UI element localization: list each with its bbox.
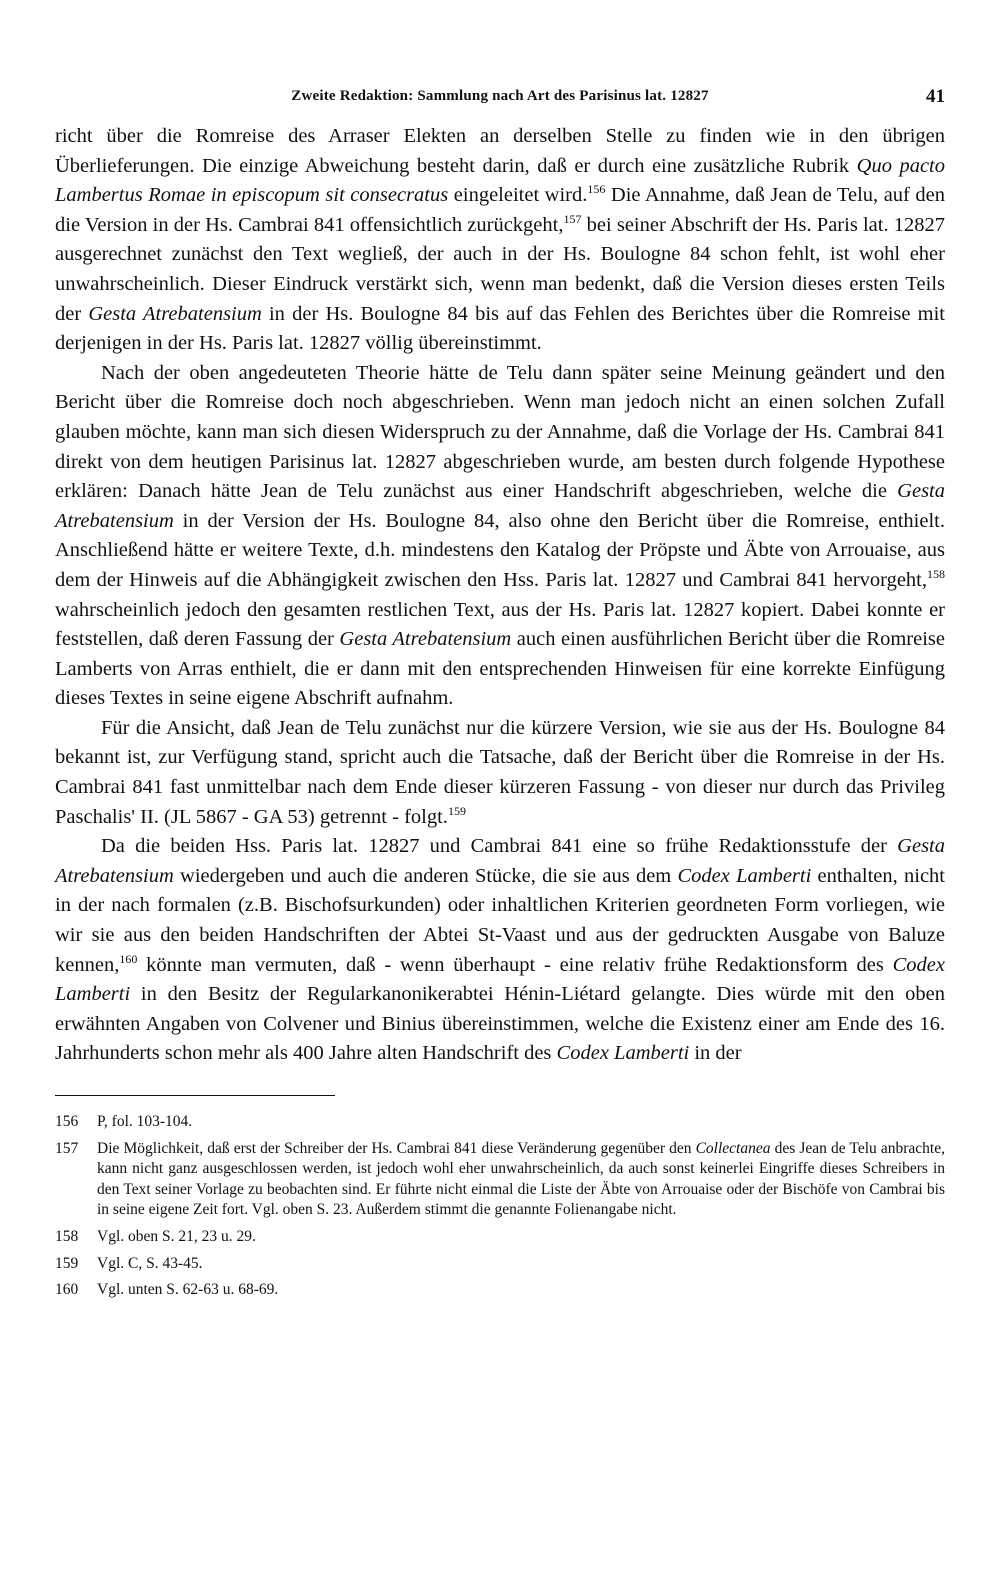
text-run: P, fol. 103-104. [97,1113,193,1130]
footnote [55,1280,945,1301]
text-run: in den Besitz der Regularkanonikerabtei Hénin-Liétard gelangte. Dies würde mit den oben erwähnten Angaben von Colvener und Binius übereinstimmen, welche die Existenz einer am Ende des 16. Jahrhunderts schon mehr als 400 Jahre alten Handschrift des [55,983,945,1065]
page-number: 41 [926,86,945,107]
paragraph [55,122,945,359]
text-run: Für die Ansicht, daß Jean de Telu zunächst nur die kürzere Version, wie sie aus der Hs. Boulogne 84 bekannt ist, zur Verfügung stand, spricht auch die Tatsache, daß der Bericht über die Romreise in der Hs. Cambrai 841 fast unmittelbar nach dem Ende dieser kürzeren Fassung - von dieser nur durch das Privileg Paschalis' II. (JL 5867 - GA 53) getrennt - folgt. [55,716,945,828]
text-run: richt über die Romreise des Arraser Elekten an derselben Stelle zu finden wie in den übrigen Überlieferungen. Die einzige Abweichung besteht darin, daß er durch eine zusätzliche Rubrik [55,125,945,177]
document-page [55,88,945,1307]
footnote-number: 157 [55,1139,79,1157]
text-run: Da die beiden Hss. Paris lat. 12827 und Cambrai 841 eine so frühe Redaktionsstufe der [101,835,898,858]
text-run: Vgl. C, S. 43-45. [97,1254,203,1272]
text-run: Vgl. unten S. 62-63 u. 68-69. [97,1281,279,1299]
text-run: des Jean de Telu anbrachte, kann nicht ganz ausgeschlossen werden, ist jedoch wohl eher unwahrscheinlich, da auch sonst keinerlei Eingriffe dieses Schreibers in den Text seiner Vorlage zu beobachten sind. Er führte nicht einmal die Liste der Äbte von Arrouaise oder der Bischöfe von Cambrai bis in seine eigene Zeit fort. Vgl. oben S. 23. Außerdem stimmt die genannte Folienangabe nicht. [97,1139,945,1219]
italic-title: Gesta Atrebatensium [339,628,512,651]
text-run: wiedergeben und auch die anderen Stücke, die sie aus dem [173,864,678,887]
footnote [55,1139,945,1221]
italic-title: Gesta Atrebatensium [88,302,262,325]
text-run: bei seiner Abschrift der Hs. Paris lat. 12827 ausgerechnet zunächst den Text wegließ, der auch in der Hs. Boulogne 84 schon fehlt, ist wohl eher unwahrscheinlich. Dieser Eindruck verstärkt sich, wenn man bedenkt, daß die Version dieses ersten Teils der [55,213,945,325]
footnote-reference: 156 [587,182,606,197]
text-run: eingeleitet wird. [448,184,588,207]
footnote-separator [55,1095,335,1096]
footnote-text [97,1112,945,1133]
italic-title: Quo pacto Lambertus Romae in episcopum sit consecratus [55,154,945,207]
italic-title: Gesta Atrebatensium [55,480,945,532]
footnote-text [97,1280,945,1301]
text-run: in der [689,1042,742,1065]
text-run: in der Version der Hs. Boulogne 84, also ohne den Bericht über die Romreise, enthielt. Anschließend hätte er weitere Texte, d.h. mindestens den Katalog der Pröpste und Äbte von Arrouaise, aus dem der Hinweis auf die Abhängigkeit zwischen den Hss. Paris lat. 12827 und Cambrai 841 hervorgeht, [55,509,945,591]
footnote-number: 156 [55,1113,79,1130]
footnote-text [97,1254,945,1275]
italic-title: Collectanea [695,1139,771,1157]
footnote-reference: 158 [927,567,945,582]
paragraph [55,359,945,714]
footnote-number: 158 [55,1227,79,1245]
italic-title: Codex Lamberti [55,953,945,1006]
page-header [55,88,945,118]
footnote-number: 159 [55,1254,79,1272]
paragraph [55,714,945,832]
footnote [55,1227,945,1248]
footnote-reference: 157 [563,211,582,226]
italic-title: Codex Lamberti [556,1042,690,1065]
text-run: Die Möglichkeit, daß erst der Schreiber der Hs. Cambrai 841 diese Veränderung gegenüber den [97,1139,696,1157]
text-run: enthalten, nicht in der nach formalen (z.B. Bischofsurkunden) oder inhaltlichen Kriterien geordneten Form vorliegen, wie wir sie aus den beiden Handschriften der Abtei St-Vaast und aus der gedruckten Ausgabe von Baluze kennen, [55,864,946,976]
text-run: könnte man vermuten, daß - wenn überhaupt - eine relativ frühe Redaktionsform des [137,953,893,976]
text-run: Nach der oben angedeuteten Theorie hätte de Telu dann später seine Meinung geändert und den Bericht über die Romreise doch noch abgeschrieben. Wenn man jedoch nicht an einen solchen Zufall glauben möchte, kann man sich diesen Widerspruch zu der Annahme, daß die Vorlage der Hs. Cambrai 841 direkt von dem heutigen Parisinus lat. 12827 abgeschrieben wurde, am besten durch folgende Hypothese erklären: Danach hätte Jean de Telu zunächst aus einer Handschrift abgeschrieben, welche die [55,361,945,503]
footnote-reference: 159 [447,803,466,818]
footnote-reference: 160 [119,951,138,966]
text-run: in der Hs. Boulogne 84 bis auf das Fehlen des Berichtes über die Romreise mit derjenigen in der Hs. Paris lat. 12827 völlig übereinstimmt. [55,302,945,355]
footnote [55,1254,945,1275]
italic-title: Codex Lamberti [677,864,812,887]
italic-title: Gesta Atrebatensium [55,835,945,887]
footnotes [55,1112,945,1301]
text-run: wahrscheinlich jedoch den gesamten restlichen Text, aus der Hs. Paris lat. 12827 kopiert. Dabei konnte er feststellen, daß deren Fassung der [55,598,945,651]
footnote [55,1112,945,1133]
body-text [55,122,945,1069]
text-run: Die Annahme, daß Jean de Telu, auf den die Version in der Hs. Cambrai 841 offensichtlich zurückgeht, [55,184,946,236]
footnote-text [97,1139,945,1221]
paragraph [55,832,945,1069]
footnote-text [97,1227,945,1248]
footnote-number: 160 [55,1281,79,1299]
text-run: auch einen ausführlichen Bericht über die Romreise Lamberts von Arras enthielt, die er dann mit den entsprechenden Hinweisen für eine korrekte Einfügung dieses Textes in seine eigene Abschrift aufnahm. [55,628,945,710]
text-run: Vgl. oben S. 21, 23 u. 29. [97,1227,256,1245]
running-head: Zweite Redaktion: Sammlung nach Art des Parisinus lat. 12827 [291,88,709,104]
